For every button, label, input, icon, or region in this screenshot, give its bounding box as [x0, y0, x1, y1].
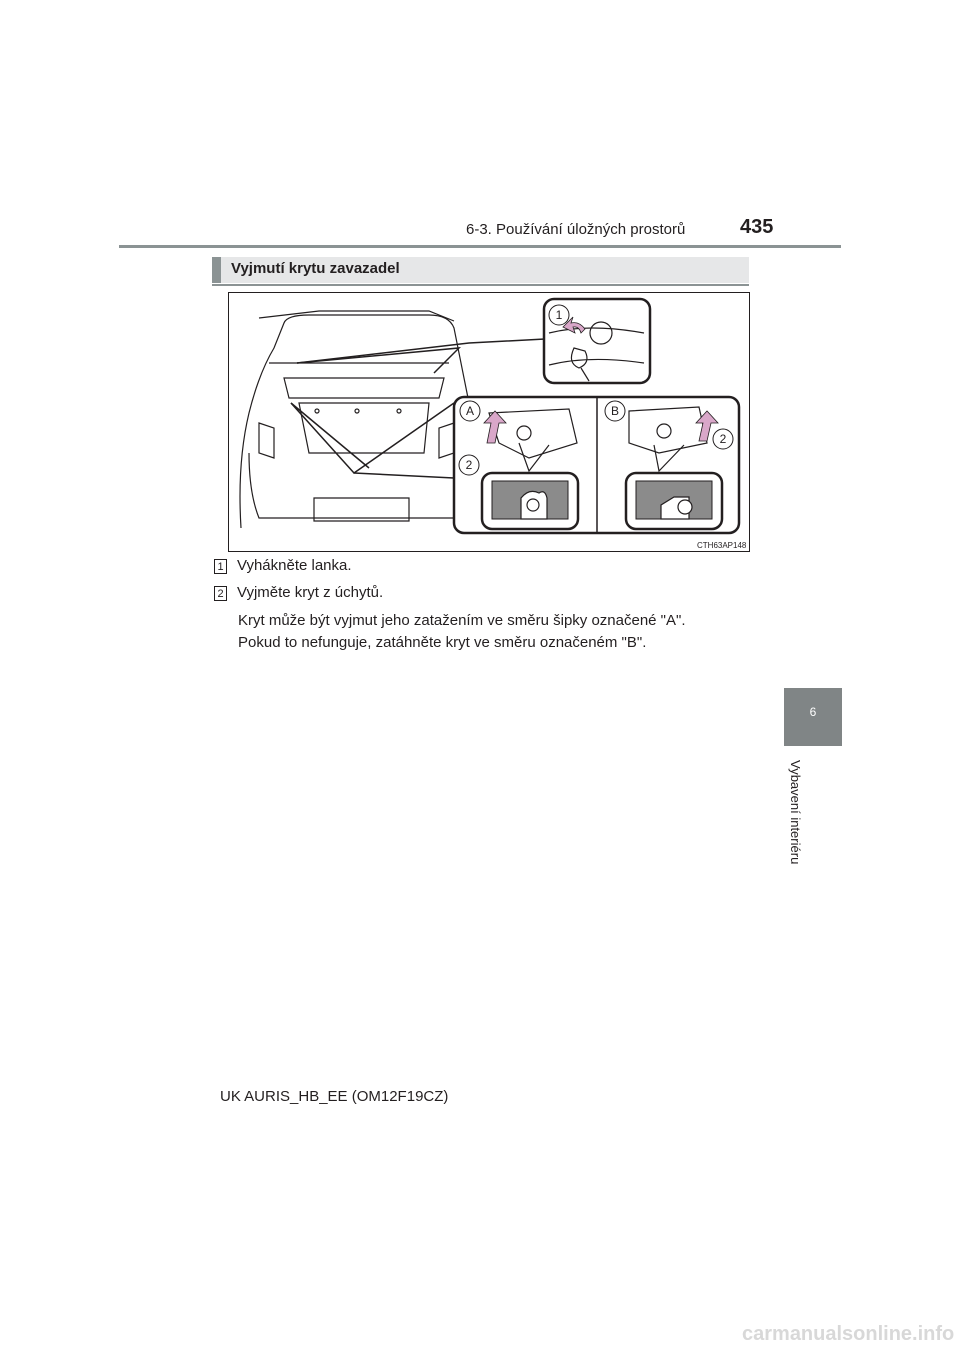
step-text: Vyhákněte lanka. [237, 557, 352, 574]
car-trunk-illustration [229, 293, 749, 551]
section-title: Vyjmutí krytu zavazadel [231, 260, 400, 277]
section-title-divider [212, 284, 749, 286]
callout-2b: 2 [719, 432, 727, 446]
step-number: 2 [214, 586, 227, 601]
note-line: Pokud to nefunguje, zatáhněte kryt ve směru označeném "B". [238, 634, 647, 651]
page-number: 435 [740, 216, 774, 238]
section-title-bar [212, 257, 749, 283]
chapter-number: 6 [809, 705, 817, 719]
step-text: Vyjměte kryt z úchytů. [237, 584, 384, 601]
step-number: 1 [214, 559, 227, 574]
chapter-tab[interactable] [784, 688, 842, 746]
watermark-text: carmanualsonline.info [742, 1323, 955, 1345]
note-line: Kryt může být vyjmut jeho zatažením ve směru šipky označené "A". [238, 612, 686, 629]
figure-code: CTH63AP148 [697, 541, 747, 550]
step-item [214, 557, 352, 574]
header-divider [119, 245, 841, 248]
label-a: A [465, 404, 475, 418]
chapter-title: Vybavení interiéru [788, 760, 803, 865]
label-b: B [610, 404, 620, 418]
callout-1: 1 [555, 308, 563, 322]
illustration-figure [228, 292, 750, 552]
header-section-title: 6-3. Používání úložných prostorů [466, 221, 686, 238]
callout-2a: 2 [465, 458, 473, 472]
footer-model-code: UK AURIS_HB_EE (OM12F19CZ) [220, 1088, 449, 1105]
step-item [214, 584, 383, 601]
